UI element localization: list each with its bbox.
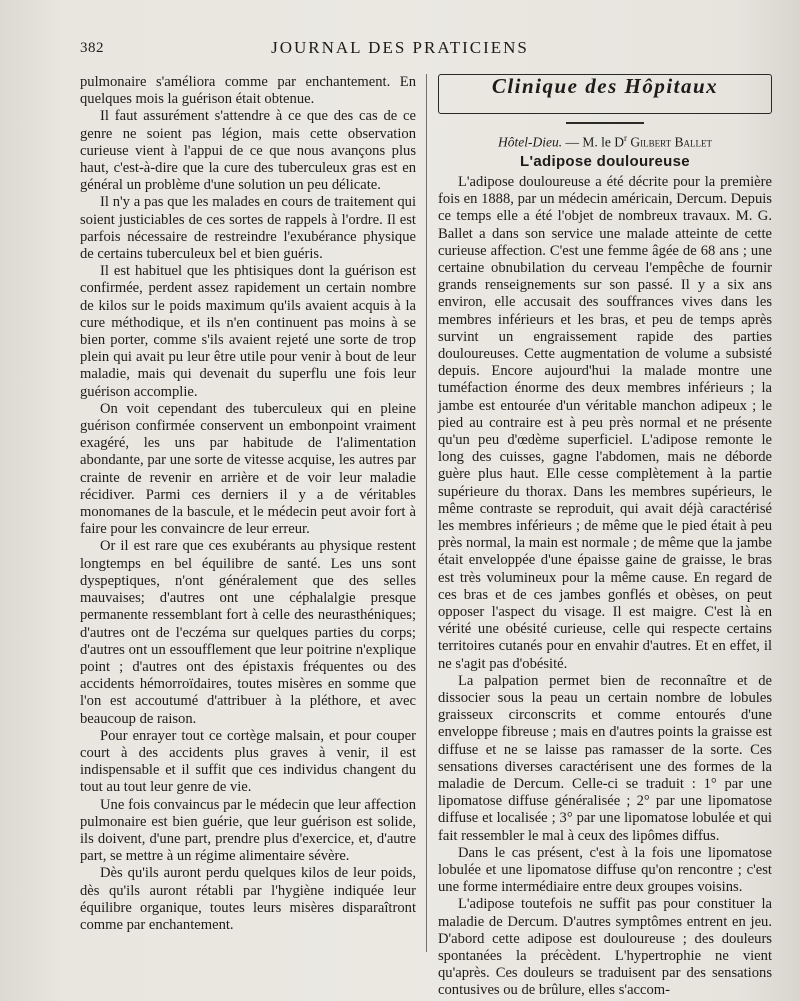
paragraph: Il est habituel que les phtisiques dont la guérison est confirmée, perdent assez rapidement un certain nombre de kilos sur le poids maximum qu'ils avaient acquis à la cure méthodique, et ils n'en continuent pas moins à se bien porter, comme s'ils avaient rejeté une sorte de trop plein qui avait pu leur être utile pour venir à bout de leur maladie, mais qui devenait du superflu une fois leur guérison accomplie. <box>80 263 416 400</box>
paragraph: L'adipose douloureuse a été décrite pour la première fois en 1888, par un médecin américain, Dercum. Depuis ce temps elle a été l'objet de nombreux travaux. M. G. Ballet a dans son service une malade atteinte de cette curieuse affection. C'est une femme âgée de 68 ans ; une certaine obnubilation du cerveau l'empêche de fournir grands renseignements sur son passé. Il y a six ans environ, elle accusait des souffrances vives dans les membres inférieurs et les bras, et peu de temps après survint un engraissement rapide des parties douloureuses. Cette augmentation de volume a subsisté depuis. Encore aujourd'hui la malade montre une tuméfaction énorme des deux membres inférieurs ; la jambe est entourée d'un véritable manchon adipeux ; le pied au contraire est à peu près normal et ne présente qu'un peu d'œdème superficiel. L'adipose remonte le long des cuisses, gagne l'abdomen, mais ne déborde guère plus haut. Elle cesse complètement à la partie supérieure du thorax. Dans les membres supérieurs, le même contraste se reproduit, qui avait déjà caractérisé les membres inférieurs ; de même que le pied était à peu près normal, la main est normale ; de même que la jambe était enveloppée d'une épaisse gaine de graisse, le bras est très volumineux pour la même cause. En regard de ces bras et de ces jambes gonflés et obèses, on peut opposer l'aspect du visage. Il est maigre. C'est là en vérité une obésité curieuse, celle qui respecte certains territoires cutanés pour en envahir d'autres. Et en effet, il ne s'agit pas d'obésité. <box>438 173 772 672</box>
running-head <box>0 36 800 60</box>
page-number: 382 <box>80 40 104 56</box>
paragraph: Dans le cas présent, c'est à la fois une lipomatose lobulée et une lipomatose diffuse qu'on rencontre ; c'est une forme intermédiaire entre deux groupes voisins. <box>438 844 772 896</box>
article-title: L'adipose douloureuse <box>520 152 690 170</box>
paragraph: Il faut assurément s'attendre à ce que des cas de ce genre ne soient pas légion, mais cette observation curieuse vient à l'appui de ce que nous avançons plus haut, c'est-à-dire que la cure des tuberculeux gras est en général un problème d'une solution un peu délicate. <box>80 108 416 194</box>
paragraph: Une fois convaincus par le médecin que leur affection pulmonaire est bien guérie, que leur guérison est solide, ils doivent, d'une part, prendre plus d'exercice, et, d'autre part, se mettre à un régime alimentaire sévère. <box>80 796 416 865</box>
byline-dr-suffix: r <box>624 133 628 143</box>
byline-author: Gilbert Ballet <box>627 134 712 150</box>
right-column <box>438 74 772 1000</box>
column-divider <box>426 74 427 952</box>
paragraph: La palpation permet bien de reconnaître et de dissocier sous la peau un certain nombre de lobules graisseux circonscrits et comme entourés d'une enveloppe fibreuse ; mais en d'autres points la graisse est diffuse et ne se laisse pas ramasser de la sorte. Ces sensations diverses caractérisent une des formes de la maladie de Dercum. Celle-ci se traduit : 1° par une lipomatose diffuse généralisée ; 2° par une lipomatose diffuse et localisée ; 3° par une lipomatose lobulée et qui fait ressembler le mal à ceux des lipômes diffus. <box>438 672 772 844</box>
paragraph: Dès qu'ils auront perdu quelques kilos de leur poids, dès qu'ils auront rétabli par l'hygiène indiquée leur équilibre organique, toutes leurs misères disparaîtront comme par enchantement. <box>80 865 416 933</box>
byline-hospital: Hôtel-Dieu. <box>498 134 563 150</box>
paragraph: Or il est rare que ces exubérants au physique restent longtemps en bel équilibre de santé. Les uns sont dyspeptiques, n'ont généralement que des selles mauvaises; d'autres ont une céphalalgie presque permanente ressemblant fort à celle des neurasthéniques; d'autres ont de l'eczéma sur quelques parties du corps; d'autres ont un essoufflement que leur poitrine n'explique point ; d'autres ont des épistaxis fréquentes ou des accidents hémorroïdaires, toutes misères en somme que l'on est accoutumé d'attribuer à la pléthore, et avec beaucoup de raison. <box>80 538 416 727</box>
byline <box>438 130 772 151</box>
section-rule <box>566 122 644 124</box>
byline-dash: — M. le D <box>562 134 625 150</box>
paragraph: pulmonaire s'améliora comme par enchantement. En quelques mois la guérison était obtenue. <box>80 74 416 108</box>
journal-title: JOURNAL DES PRATICIENS <box>271 38 529 57</box>
section-heading-box <box>438 74 772 114</box>
paragraph: Pour enrayer tout ce cortège malsain, et pour couper court à des accidents plus graves à venir, il est indispensable et il suffit que ces individus changent du tout au tout leur genre de vie. <box>80 727 416 796</box>
paragraph: L'adipose toutefois ne suffit pas pour constituer la maladie de Dercum. D'autres symptômes entrent en jeu. D'abord cette adipose est douloureuse ; des douleurs spontanées la précèdent. L'hypertrophie ne vient qu'après. Ces douleurs se traduisent par des sensations contusives ou de brûlure, elles s'accom- <box>438 896 772 999</box>
paragraph: Il n'y a pas que les malades en cours de traitement qui soient justiciables de ces sortes de rappels à l'ordre. Il est parfois nécessaire de restreindre l'exubérance physique de certains tuberculeux bel et bien guéris. <box>80 194 416 263</box>
section-title: Clinique des Hôpitaux <box>491 74 719 98</box>
left-column <box>80 74 416 934</box>
paragraph: On voit cependant des tuberculeux qui en pleine guérison confirmée conservent un embonpoint vraiment exagéré, les uns par habitude de l'alimentation abondante, par une sorte de vitesse acquise, les autres par crainte de revenir en arrière et de voir leur maladie récidiver. Parmi ces derniers il y a de véritables monomanes de la bascule, et le médecin peut avoir fort à faire pour les convaincre de leur erreur. <box>80 400 416 538</box>
